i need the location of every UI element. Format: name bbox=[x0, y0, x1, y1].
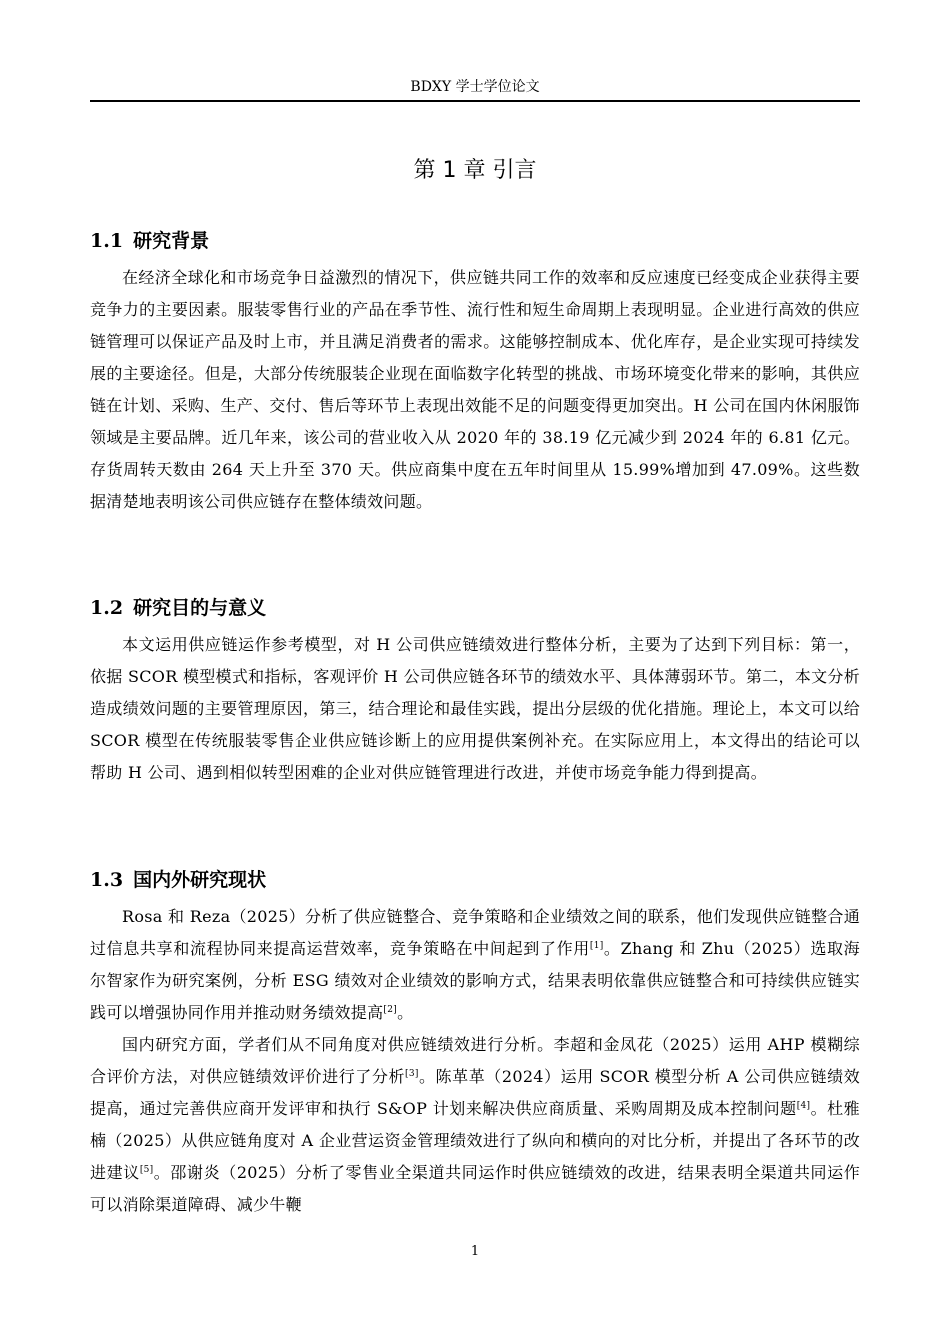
text-run: Rosa 和 Reza（2025）分析了供应链整合、竞争策略和企业绩效之间的联系，他们发现供应链整合通过信息共享和流程协同来提高运营效率，竞争策略在中间起到了作用 bbox=[90, 907, 860, 958]
text-run: 。陈革革（2024）运用 SCOR 模型分析 A 公司供应链绩效提高，通过完善供应商开发评审和执行 S&OP 计划来解决供应商质量、采购周期及成本控制问题 bbox=[90, 1067, 860, 1118]
text-run: 。邵谢炎（2025）分析了零售业全渠道共同运作时供应链绩效的改进，结果表明全渠道共同运作可以消除渠道障碍、减少牛鞭 bbox=[90, 1163, 860, 1214]
section-title: 国内外研究现状 bbox=[133, 869, 267, 891]
citation-ref[interactable]: [2] bbox=[383, 1005, 398, 1015]
paragraph bbox=[90, 1029, 860, 1221]
section-title: 研究背景 bbox=[133, 230, 210, 252]
citation-ref[interactable]: [5] bbox=[139, 1165, 154, 1175]
section-heading bbox=[90, 227, 860, 255]
section-literature-review bbox=[90, 866, 860, 1221]
citation-ref[interactable]: [1] bbox=[589, 941, 604, 951]
section-number: 1.1 bbox=[90, 230, 124, 252]
section-number: 1.2 bbox=[90, 597, 124, 619]
paragraph: 在经济全球化和市场竞争日益激烈的情况下，供应链共同工作的效率和反应速度已经变成企业获得主要竞争力的主要因素。服装零售行业的产品在季节性、流行性和短生命周期上表现明显。企业进行高效的供应链管理可以保证产品及时上市，并且满足消费者的需求。这能够控制成本、优化库存，是企业实现可持续发展的主要途径。但是，大部分传统服装企业现在面临数字化转型的挑战、市场环境变化带来的影响，其供应链在计划、采购、生产、交付、售后等环节上表现出效能不足的问题变得更加突出。H 公司在国内休闲服饰领域是主要品牌。近几年来，该公司的营业收入从 2020 年的 38.19 亿元减少到 2024 年的 6.81 亿元。存货周转天数由 264 天上升至 370 天。供应商集中度在五年时间里从 15.99%增加到 47.09%。这些数据清楚地表明该公司供应链存在整体绩效问题。 bbox=[90, 268, 860, 511]
section-research-background bbox=[90, 227, 860, 518]
paragraph bbox=[90, 901, 860, 1029]
section-title: 研究目的与意义 bbox=[133, 597, 267, 619]
section-purpose-significance bbox=[90, 594, 860, 789]
section-heading bbox=[90, 866, 860, 894]
text-run: 。杜雅楠（2025）从供应链角度对 A 企业营运资金管理绩效进行了纵向和横向的对比分析，并提出了各环节的改进建议 bbox=[90, 1099, 860, 1182]
chapter-title: 第 1 章 引言 bbox=[413, 158, 537, 183]
header-rule bbox=[90, 100, 860, 102]
text-run: 。Zhang 和 Zhu（2025）选取海尔智家作为研究案例，分析 ESG 绩效对企业绩效的影响方式，结果表明依靠供应链整合和可持续供应链实践可以增强协同作用并推动财务绩效提高 bbox=[90, 939, 860, 1022]
text-run: 。 bbox=[397, 1003, 414, 1022]
text-run: 国内研究方面，学者们从不同角度对供应链绩效进行分析。李超和金凤花（2025）运用 AHP 模糊综合评价方法，对供应链绩效评价进行了分析 bbox=[90, 1035, 860, 1086]
citation-ref[interactable]: [4] bbox=[796, 1101, 811, 1111]
section-heading bbox=[90, 594, 860, 622]
section-number: 1.3 bbox=[90, 869, 124, 891]
page-number: 1 bbox=[470, 1244, 480, 1259]
running-header: BDXY 学士学位论文 bbox=[410, 79, 540, 95]
citation-ref[interactable]: [3] bbox=[405, 1069, 419, 1079]
paragraph: 本文运用供应链运作参考模型，对 H 公司供应链绩效进行整体分析，主要为了达到下列目标：第一，依据 SCOR 模型模式和指标，客观评价 H 公司供应链各环节的绩效水平、具体薄弱环节。第二，本文分析造成绩效问题的主要管理原因，第三，结合理论和最佳实践，提出分层级的优化措施。理论上，本文可以给 SCOR 模型在传统服装零售企业供应链诊断上的应用提供案例补充。在实际应用上，本文得出的结论可以帮助 H 公司、遇到相似转型困难的企业对供应链管理进行改进，并使市场竞争能力得到提高。 bbox=[90, 635, 860, 782]
